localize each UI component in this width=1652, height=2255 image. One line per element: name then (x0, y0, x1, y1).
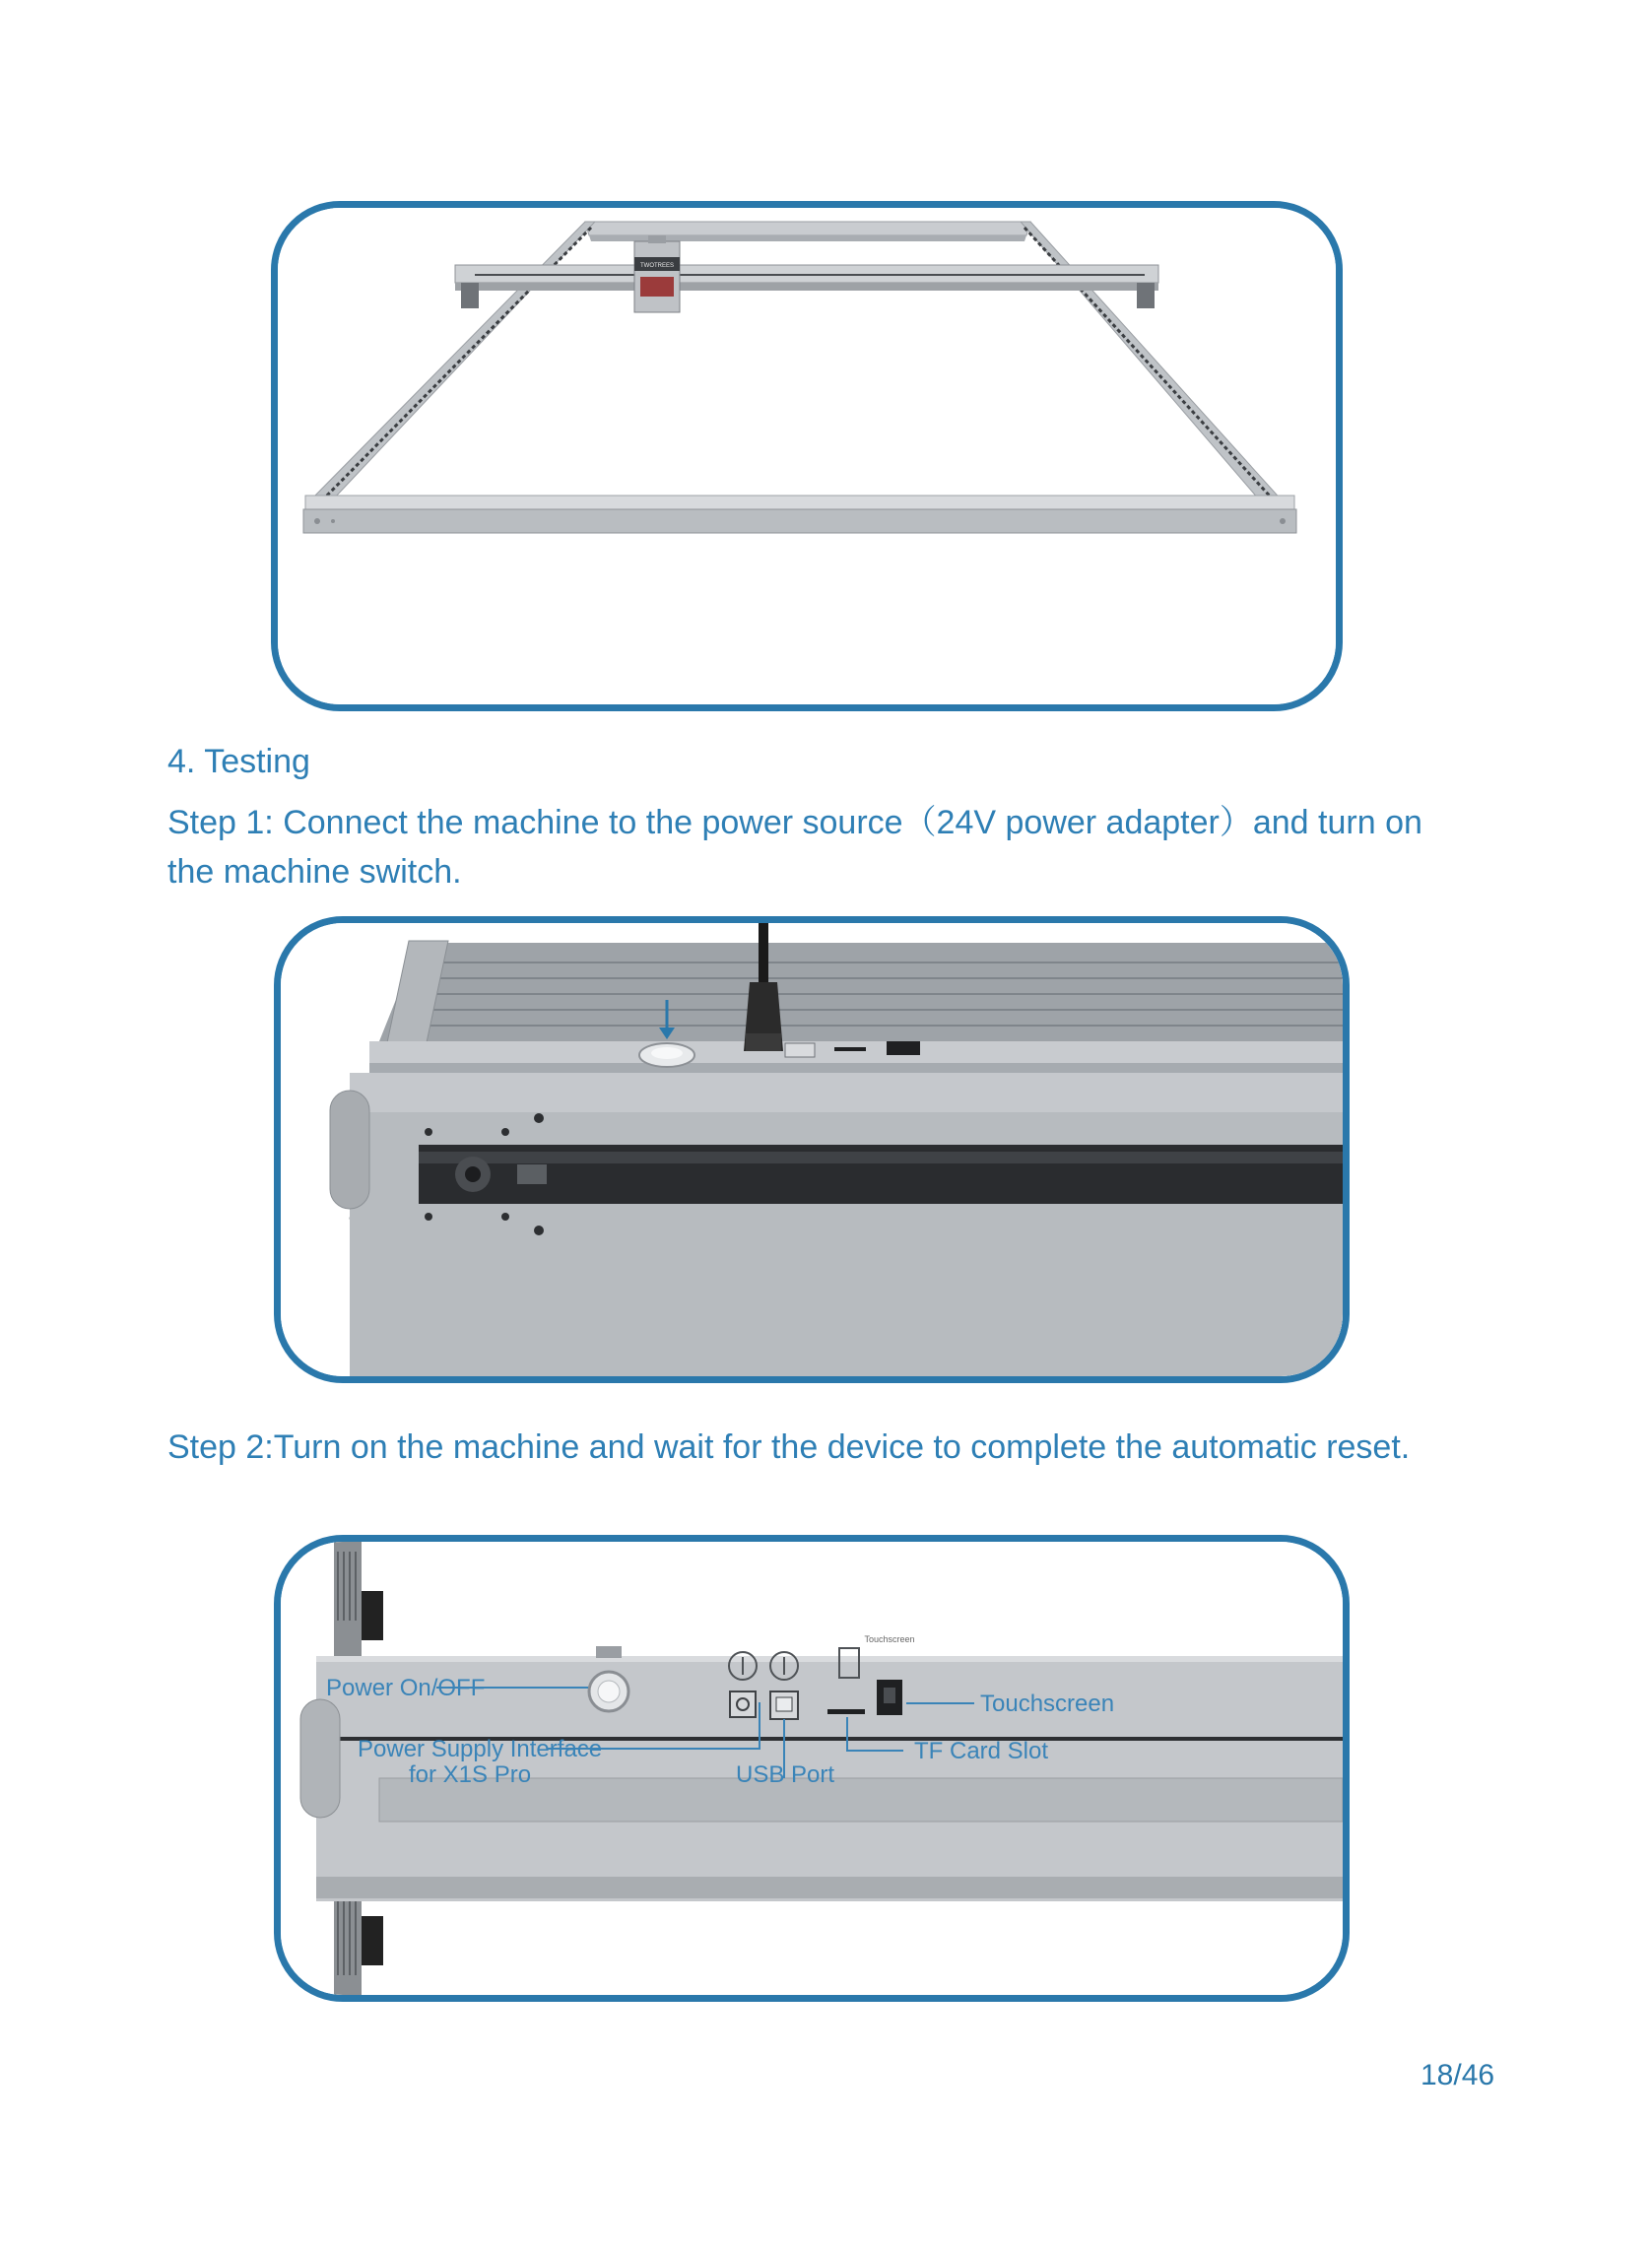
machine-frame-illustration (278, 208, 1336, 704)
figure-port-panel (274, 1535, 1350, 2002)
callout-tf-card-slot: TF Card Slot (914, 1738, 1049, 1764)
callout-power-on-off: Power On/OFF (326, 1675, 486, 1701)
step-1-text: Step 1: Connect the machine to the power source（24V power adapter）and turn on the machine switch. (167, 804, 1422, 891)
callout-usb-port: USB Port (736, 1761, 835, 1788)
touchscreen-panel-label: Touchscreen (864, 1634, 915, 1644)
figure-power-switch-closeup (274, 916, 1350, 1383)
step-2-text: Step 2:Turn on the machine and wait for the device to complete the automatic reset. (167, 1428, 1411, 1466)
callout-power-supply-line2: for X1S Pro (409, 1761, 532, 1788)
figure-machine-frame (271, 201, 1343, 711)
port-panel-illustration (281, 1542, 1343, 1995)
section-heading: 4. Testing (167, 743, 310, 780)
power-switch-illustration (281, 923, 1343, 1376)
brand-mark: TWOTREES (640, 263, 674, 269)
page-number: 18/46 (1421, 2059, 1495, 2091)
callout-power-supply-line1: Power Supply Interface (358, 1736, 603, 1762)
callout-touchscreen: Touchscreen (980, 1691, 1115, 1717)
